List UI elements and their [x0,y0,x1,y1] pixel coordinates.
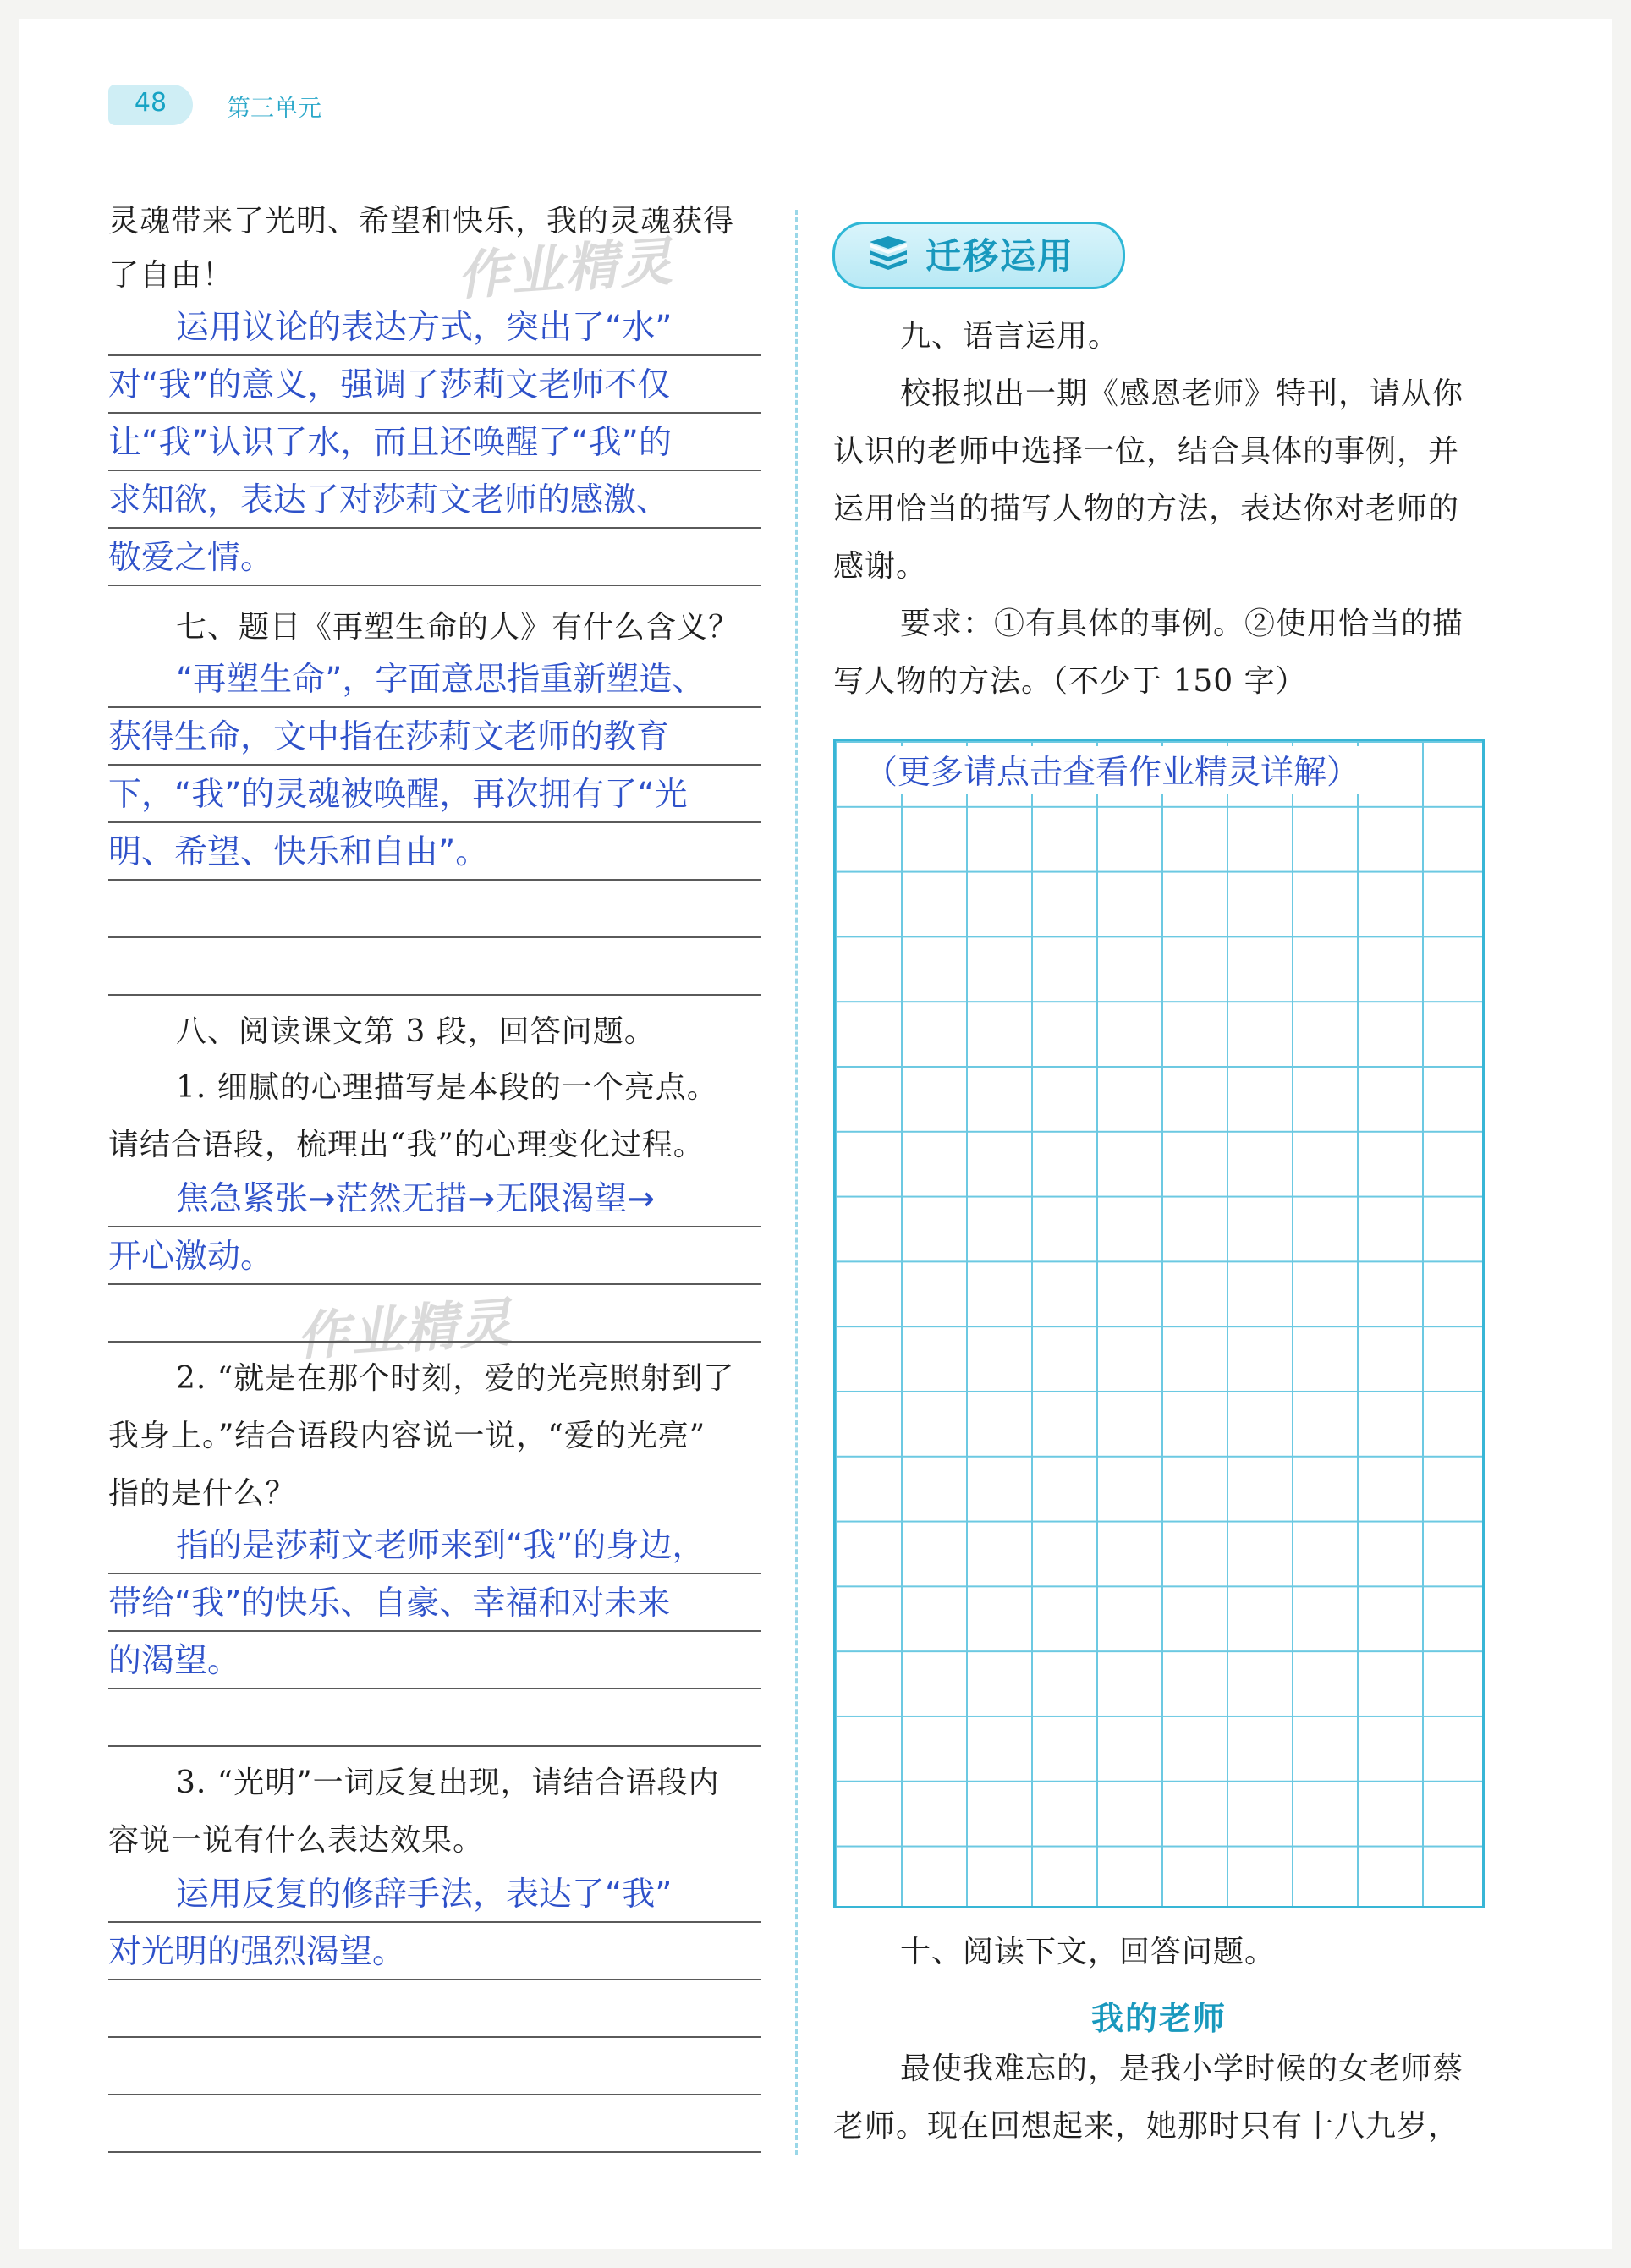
question-9-requirement: 要求：①有具体的事例。②使用恰当的描 [900,607,1464,641]
answer-rule [108,706,761,708]
question-9-body: 校报拟出一期《感恩老师》特刊，请从你 [900,376,1464,411]
answer-rule [108,994,761,996]
question-9-body: 认识的老师中选择一位，结合具体的事例，并 [833,434,1460,469]
question-8: 八、阅读课文第 3 段，回答问题。 [176,1014,656,1049]
books-icon [866,235,910,271]
page-number: 48 [134,88,167,118]
answer-rule [108,1630,761,1632]
answer-line: “再塑生命”，字面意思指重新塑造、 [176,661,706,699]
answer-rule [108,354,761,356]
question-9-requirement: 写人物的方法。（不少于 150 字） [833,664,1307,699]
answer-line: 的渴望。 [108,1642,241,1680]
passage-title: 我的老师 [1091,2000,1227,2037]
answer-rule [108,527,761,529]
answer-line: 运用议论的表达方式，突出了“水” [176,309,673,347]
question-8-3: 3. “光明”一词反复出现，请结合语段内 [176,1766,720,1800]
answer-rule [108,1979,761,1980]
question-7: 七、题目《再塑生命的人》有什么含义？ [176,610,740,645]
answer-line: 求知欲，表达了对莎莉文老师的感激、 [108,481,670,519]
answer-line: 指的是莎莉文老师来到“我”的身边， [176,1527,706,1565]
answer-line: 运用反复的修辞手法，表达了“我” [176,1875,673,1914]
question-8-2: 我身上。”结合语段内容说一说，“爱的光亮” [108,1419,706,1453]
answer-rule [108,2036,761,2038]
answer-rule [108,821,761,823]
column-divider [795,210,798,2155]
answer-rule [108,1573,761,1574]
writing-grid[interactable] [833,739,1485,1908]
question-9-body: 感谢。 [833,549,928,584]
question-10: 十、阅读下文，回答问题。 [900,1935,1277,1969]
answer-rule [108,1745,761,1747]
answer-line: 焦急紧张→茫然无措→无限渴望→ [176,1180,656,1218]
answer-rule [108,1226,761,1227]
answer-line: 开心激动。 [108,1238,274,1276]
question-8-1: 请结合语段，梳理出“我”的心理变化过程。 [108,1128,705,1162]
answer-line: 对光明的强烈渴望。 [108,1933,406,1971]
unit-title: 第三单元 [227,94,322,122]
answer-line: 对“我”的意义，强调了莎莉文老师不仅 [108,366,671,404]
answer-rule [108,2151,761,2153]
answer-rule [108,1688,761,1689]
answer-line: 让“我”认识了水，而且还唤醒了“我”的 [108,424,672,462]
answer-rule [108,412,761,414]
question-8-2: 指的是什么？ [108,1476,297,1511]
answer-line: 带给“我”的快乐、自豪、幸福和对未来 [108,1584,671,1623]
question-9-body: 运用恰当的描写人物的方法，表达你对老师的 [833,491,1460,526]
answer-rule [108,1341,761,1343]
answer-line: 下，“我”的灵魂被唤醒，再次拥有了“光 [108,776,688,814]
question-8-2: 2. “就是在那个时刻，爱的光亮照射到了 [176,1361,735,1396]
answer-rule [108,1283,761,1285]
answer-rule [108,2094,761,2095]
intro-line: 了自由！ [108,258,234,293]
question-8-1: 1. 细腻的心理描写是本段的一个亮点。 [176,1070,718,1105]
question-9: 九、语言运用。 [900,319,1120,354]
watermark: 作业精灵 [455,230,676,307]
answer-line: 获得生命，文中指在莎莉文老师的教育 [108,718,670,756]
more-details-link[interactable]: （更多请点击查看作业精灵详解） [863,746,1361,794]
section-title: 迁移运用 [925,235,1075,277]
passage-line: 最使我难忘的，是我小学时候的女老师蔡 [900,2051,1464,2086]
answer-rule [108,470,761,471]
answer-line: 敬爱之情。 [108,539,274,577]
answer-rule [108,879,761,881]
answer-rule [108,585,761,586]
answer-line: 明、希望、快乐和自由”。 [108,833,489,871]
intro-line: 灵魂带来了光明、希望和快乐，我的灵魂获得 [108,204,735,239]
answer-rule [108,936,761,938]
answer-rule [108,1921,761,1923]
question-8-3: 容说一说有什么表达效果。 [108,1823,485,1858]
answer-rule [108,764,761,766]
watermark: 作业精灵 [294,1291,515,1368]
passage-line: 老师。现在回想起来，她那时只有十八九岁， [833,2109,1460,2144]
